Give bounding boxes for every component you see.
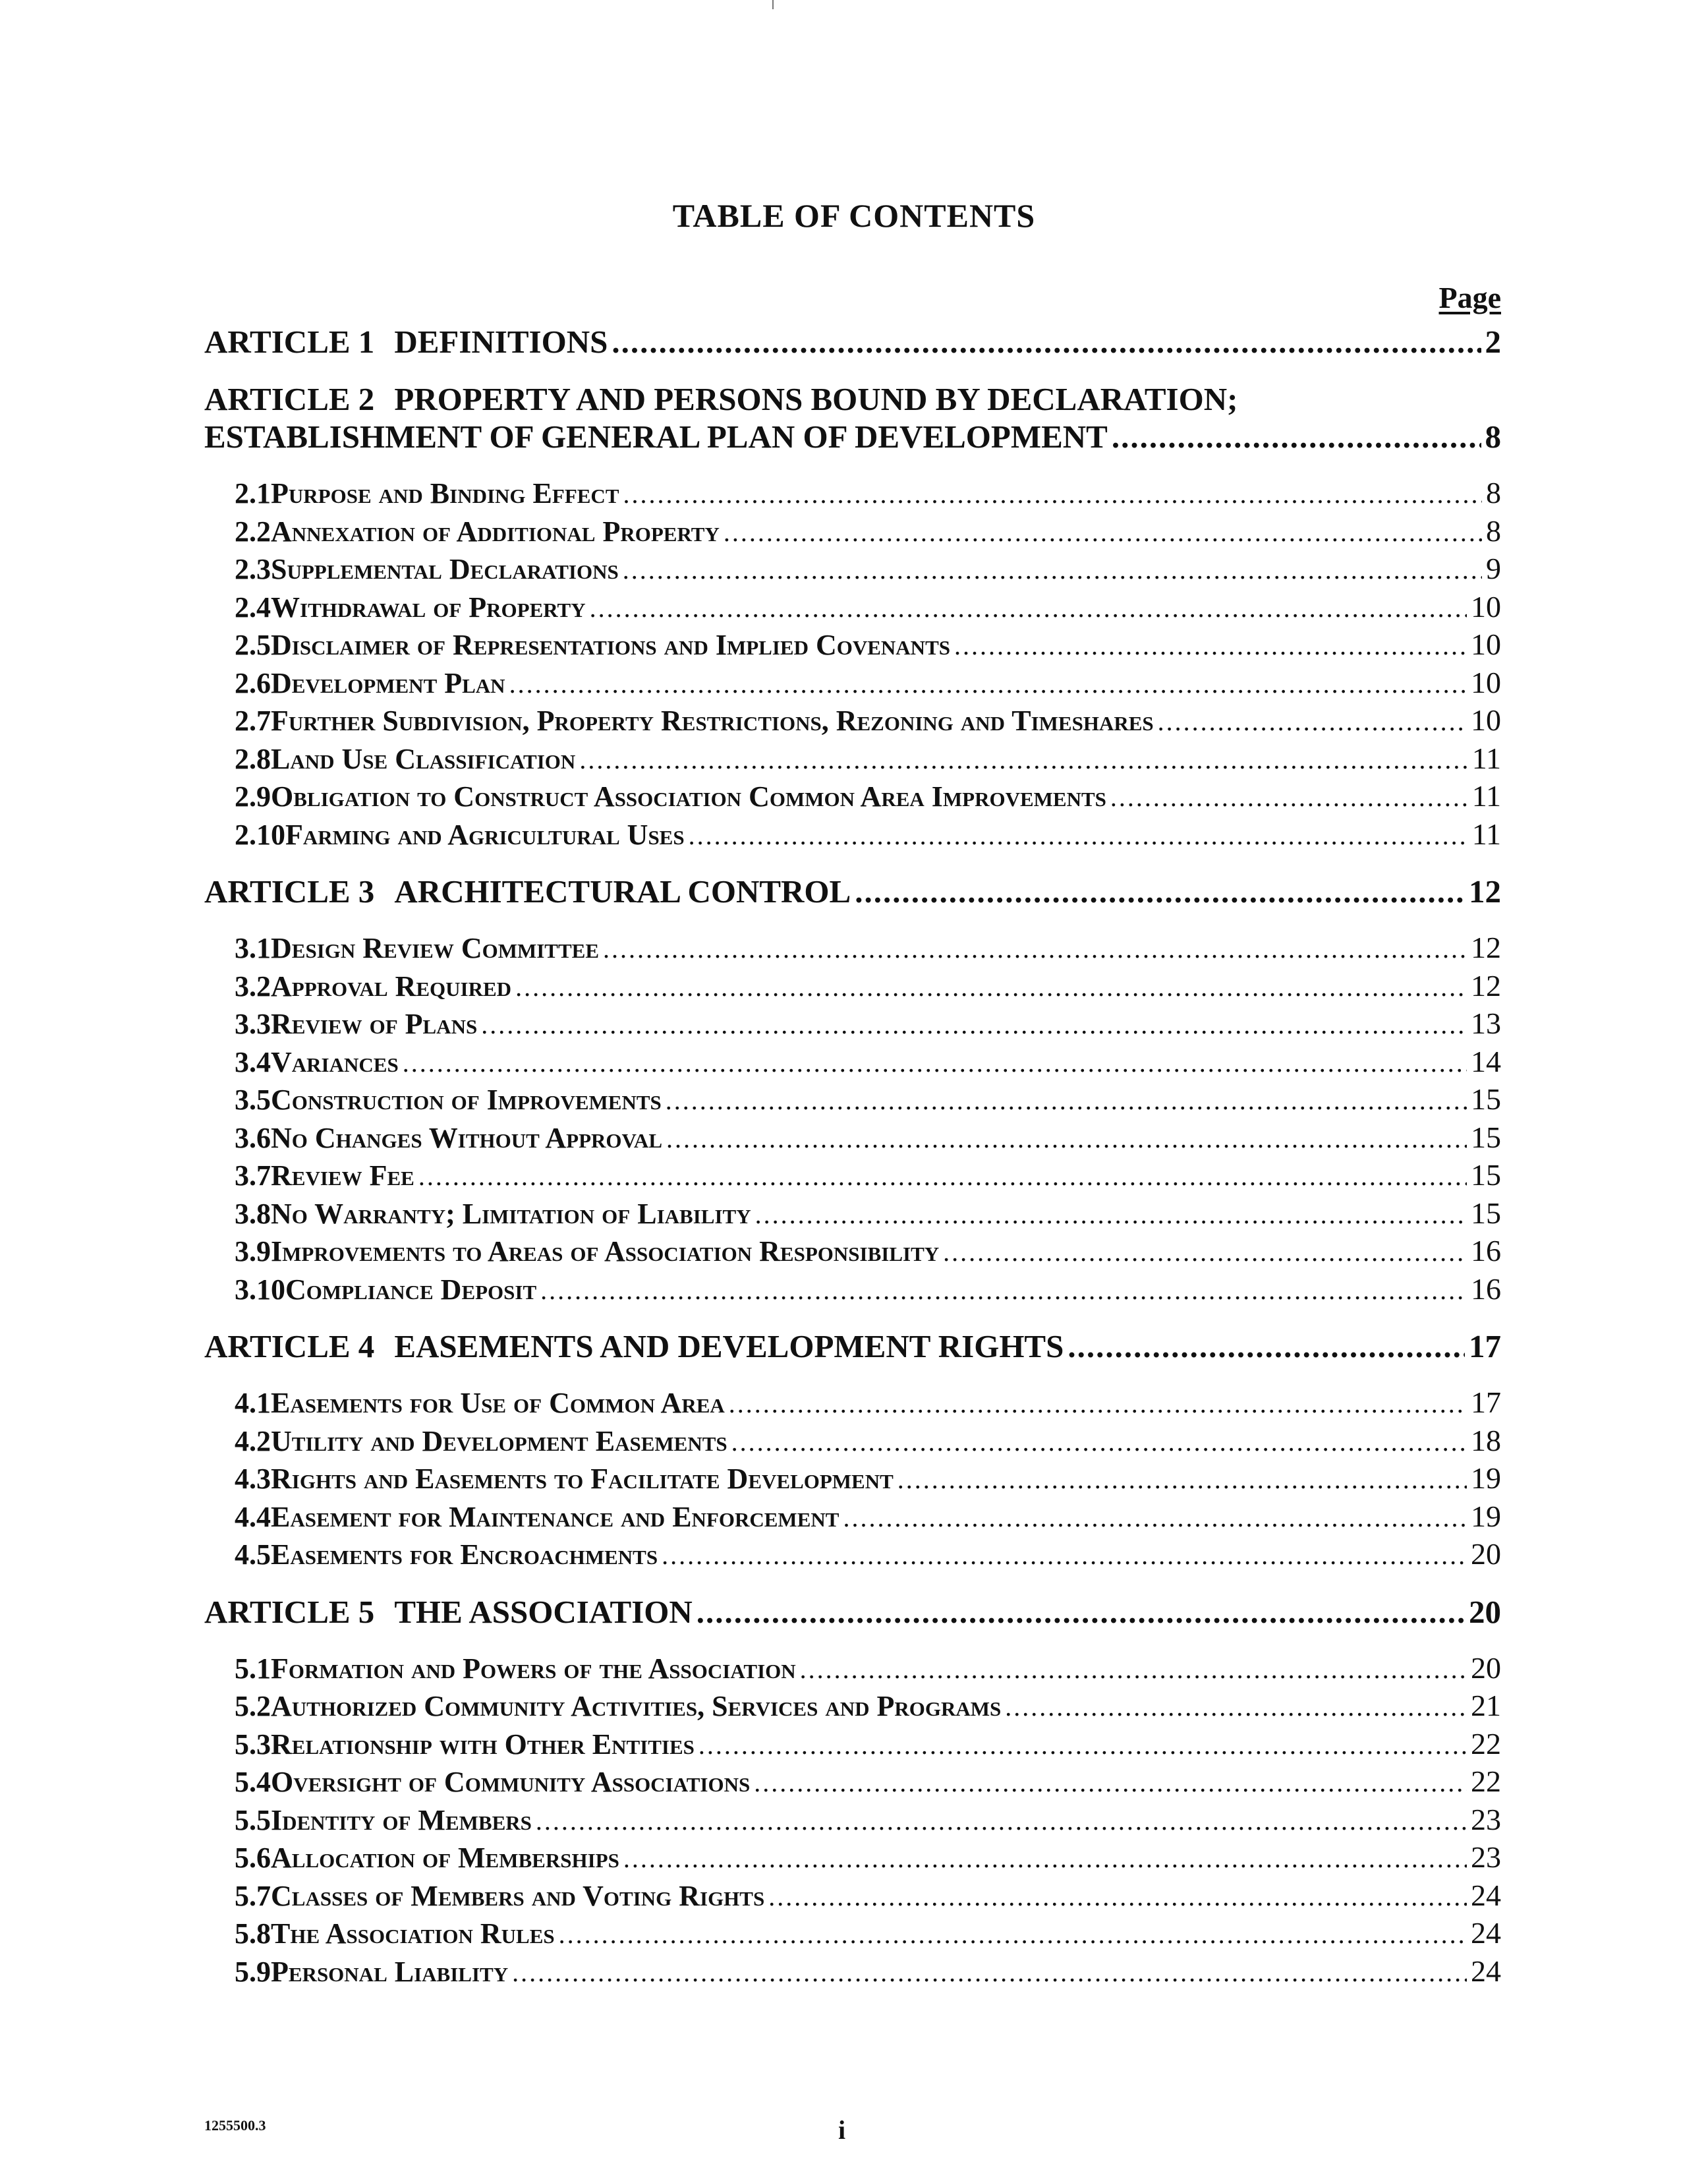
section-title: Compliance Deposit [285, 1273, 537, 1306]
toc-section-row [204, 1232, 1501, 1270]
dot-leader [1005, 1688, 1467, 1726]
dot-leader [755, 1196, 1467, 1233]
dot-leader [418, 1157, 1467, 1195]
dot-leader [623, 475, 1483, 513]
toc-article [204, 323, 1501, 361]
section-page: 21 [1471, 1689, 1501, 1722]
toc-section-row [204, 1498, 1501, 1536]
dot-leader [481, 1006, 1467, 1043]
section-page: 11 [1471, 779, 1501, 813]
toc-section-row [204, 512, 1501, 550]
toc-section-row [204, 1535, 1501, 1573]
section-page: 16 [1471, 1234, 1501, 1267]
section-page: 12 [1471, 968, 1501, 1003]
toc-section-row [204, 626, 1501, 664]
section-title: Allocation of Memberships [271, 1842, 619, 1874]
article-title: PROPERTY AND PERSONS BOUND BY DECLARATION; [394, 381, 1238, 417]
dot-leader [403, 1044, 1467, 1082]
dot-leader [843, 1499, 1467, 1536]
article-number: ARTICLE 5 [204, 1593, 375, 1630]
section-number: 4.2 [235, 1424, 271, 1457]
section-page: 15 [1471, 1082, 1501, 1116]
section-title: Land Use Classification [271, 742, 576, 775]
section-title: Authorized Community Activities, Services and Programs [271, 1690, 1002, 1722]
section-page: 13 [1471, 1006, 1501, 1040]
section-page: 24 [1471, 1916, 1501, 1950]
section-title: Purpose and Binding Effect [271, 477, 619, 509]
section-page: 14 [1471, 1044, 1501, 1078]
toc-section-row [204, 1838, 1501, 1877]
toc-section-row [204, 1952, 1501, 1991]
section-page: 12 [1471, 931, 1501, 964]
section-title: Construction of Improvements [271, 1084, 662, 1116]
section-number: 4.5 [235, 1538, 271, 1571]
document-id: 1255500.3 [204, 2117, 266, 2134]
article-title: DEFINITIONS [394, 324, 608, 360]
dot-leader [509, 665, 1467, 703]
article-title: THE ASSOCIATION [394, 1593, 693, 1630]
dot-leader [698, 1726, 1467, 1764]
dot-leader [943, 1233, 1467, 1271]
section-page: 22 [1471, 1764, 1501, 1798]
page-column-header: Page [1438, 281, 1501, 314]
dot-leader [724, 513, 1482, 551]
toc-section-row [204, 1877, 1501, 1915]
section-title: Approval Required [271, 970, 512, 1003]
dot-leader [800, 1650, 1467, 1688]
article-page: 2 [1485, 324, 1501, 360]
section-page: 15 [1471, 1158, 1501, 1192]
toc-section-row [204, 1725, 1501, 1763]
section-list [204, 929, 1501, 1308]
article-page: 8 [1485, 419, 1501, 455]
toc-section-row [204, 1762, 1501, 1801]
section-title: Farming and Agricultural Uses [285, 818, 685, 851]
section-page: 10 [1471, 627, 1501, 661]
section-list [204, 1383, 1501, 1573]
toc-section-row [204, 740, 1501, 778]
section-page: 20 [1471, 1650, 1501, 1685]
section-page: 22 [1471, 1726, 1501, 1761]
section-number: 5.4 [235, 1766, 271, 1798]
dot-leader [697, 1593, 1465, 1631]
section-number: 2.9 [235, 780, 271, 813]
section-title: Oversight of Community Associations [271, 1766, 751, 1798]
toc-section-row [204, 1459, 1501, 1498]
toc-section-row [204, 1649, 1501, 1687]
dot-leader [590, 589, 1467, 627]
section-page: 23 [1471, 1802, 1501, 1836]
section-page: 10 [1471, 589, 1501, 624]
dot-leader [536, 1802, 1467, 1840]
dot-leader [603, 930, 1467, 968]
article-heading-line [204, 873, 1501, 910]
section-number: 5.3 [235, 1728, 271, 1761]
section-title: Easements for Encroachments [271, 1538, 658, 1571]
table-of-contents [204, 323, 1501, 1990]
dot-leader [559, 1915, 1467, 1953]
section-title: Disclaimer of Representations and Implied Covenants [271, 629, 950, 661]
toc-section-row [204, 1080, 1501, 1119]
section-page: 17 [1471, 1385, 1501, 1419]
toc-section-row [204, 1801, 1501, 1839]
dot-leader [731, 1423, 1467, 1461]
section-number: 4.1 [235, 1387, 271, 1419]
section-number: 5.8 [235, 1917, 271, 1950]
section-page: 8 [1486, 476, 1501, 509]
dot-leader [623, 551, 1482, 589]
section-number: 2.10 [235, 818, 285, 851]
section-title: No Warranty; Limitation of Liability [271, 1197, 751, 1230]
section-number: 5.5 [235, 1803, 271, 1836]
section-page: 9 [1486, 552, 1501, 585]
section-page: 10 [1471, 665, 1501, 699]
article-heading-line [204, 418, 1501, 455]
section-title: Easements for Use of Common Area [271, 1387, 725, 1419]
dot-leader [729, 1385, 1467, 1422]
toc-section-row [204, 1687, 1501, 1725]
dot-leader [666, 1082, 1467, 1119]
section-title: Review of Plans [271, 1008, 478, 1040]
toc-section-row [204, 1156, 1501, 1194]
section-number: 2.7 [235, 705, 271, 737]
section-number: 2.5 [235, 629, 271, 661]
article-page: 20 [1469, 1593, 1501, 1630]
toc-article [204, 873, 1501, 1308]
toc-section-row [204, 1383, 1501, 1422]
dot-leader [768, 1878, 1467, 1915]
section-title: Development Plan [271, 666, 505, 699]
section-title: Design Review Committee [271, 932, 600, 964]
dot-leader [662, 1536, 1467, 1574]
section-page: 23 [1471, 1840, 1501, 1874]
toc-section-row [204, 1043, 1501, 1081]
article-heading-line [204, 323, 1501, 361]
section-title: Improvements to Areas of Association Responsibility [271, 1235, 940, 1267]
article-page: 17 [1469, 1328, 1501, 1364]
dot-leader [512, 1954, 1467, 1991]
section-number: 4.4 [235, 1500, 271, 1533]
article-heading-line [204, 380, 1501, 418]
article-heading-line [204, 1593, 1501, 1631]
toc-section-row [204, 1914, 1501, 1952]
dot-leader [855, 873, 1465, 910]
toc-section-row [204, 815, 1501, 854]
section-title: Personal Liability [271, 1955, 509, 1988]
dot-leader [666, 1120, 1467, 1157]
section-number: 3.4 [235, 1045, 271, 1078]
page-number: i [838, 2115, 846, 2145]
section-title: Review Fee [271, 1159, 414, 1192]
section-title: Identity of Members [271, 1803, 532, 1836]
dot-leader [540, 1271, 1467, 1309]
article-page: 12 [1469, 873, 1501, 910]
article-title: EASEMENTS AND DEVELOPMENT RIGHTS [394, 1328, 1064, 1364]
section-number: 2.4 [235, 591, 271, 624]
toc-section-row [204, 929, 1501, 967]
toc-article [204, 1327, 1501, 1573]
section-number: 4.3 [235, 1463, 271, 1495]
section-number: 3.5 [235, 1084, 271, 1116]
toc-section-row [204, 550, 1501, 588]
dot-leader [623, 1840, 1467, 1877]
section-number: 3.2 [235, 970, 271, 1003]
section-number: 5.6 [235, 1842, 271, 1874]
toc-section-row [204, 474, 1501, 512]
dot-leader [579, 741, 1467, 778]
dot-leader [1112, 418, 1481, 455]
section-list [204, 474, 1501, 853]
section-title: Withdrawal of Property [271, 591, 586, 624]
section-page: 11 [1471, 741, 1501, 775]
toc-article [204, 1593, 1501, 1991]
section-title: Variances [271, 1045, 399, 1078]
section-page: 10 [1471, 703, 1501, 737]
section-title: Supplemental Declarations [271, 553, 619, 585]
toc-section-row [204, 1422, 1501, 1460]
page-title: TABLE OF CONTENTS [672, 197, 1036, 234]
section-number: 3.10 [235, 1273, 285, 1306]
toc-section-row [204, 967, 1501, 1005]
toc-section-row [204, 701, 1501, 740]
article-heading-line [204, 1327, 1501, 1365]
dot-leader [515, 968, 1467, 1006]
section-number: 3.8 [235, 1197, 271, 1230]
section-number: 3.9 [235, 1235, 271, 1267]
toc-section-row [204, 1194, 1501, 1233]
dot-leader [954, 627, 1467, 664]
section-title: The Association Rules [271, 1917, 555, 1950]
section-list [204, 1649, 1501, 1991]
article-title: ARCHITECTURAL CONTROL [394, 873, 851, 910]
toc-section-row [204, 664, 1501, 702]
toc-section-row [204, 777, 1501, 815]
section-title: Easement for Maintenance and Enforcement [271, 1500, 840, 1533]
article-title: ESTABLISHMENT OF GENERAL PLAN OF DEVELOPMENT [204, 419, 1108, 455]
section-page: 20 [1471, 1537, 1501, 1571]
section-title: Utility and Development Easements [271, 1424, 727, 1457]
section-page: 15 [1471, 1196, 1501, 1230]
section-title: Rights and Easements to Facilitate Development [271, 1463, 894, 1495]
section-page: 16 [1471, 1271, 1501, 1306]
section-number: 2.3 [235, 553, 271, 585]
toc-section-row [204, 1270, 1501, 1308]
section-page: 11 [1471, 817, 1501, 851]
section-number: 3.3 [235, 1008, 271, 1040]
section-number: 3.6 [235, 1121, 271, 1154]
section-page: 15 [1471, 1120, 1501, 1154]
toc-section-row [204, 588, 1501, 626]
dot-leader [1110, 778, 1468, 816]
section-number: 2.1 [235, 477, 271, 509]
dot-leader [612, 323, 1481, 361]
section-page: 19 [1471, 1499, 1501, 1533]
section-number: 5.7 [235, 1879, 271, 1912]
section-title: Annexation of Additional Property [271, 515, 720, 548]
section-number: 5.1 [235, 1652, 271, 1685]
article-number: ARTICLE 1 [204, 324, 375, 360]
section-page: 8 [1486, 513, 1501, 548]
article-number: ARTICLE 2 [204, 381, 375, 417]
section-title: Obligation to Construct Association Common Area Improvements [271, 780, 1106, 813]
article-number: ARTICLE 4 [204, 1328, 375, 1364]
section-number: 2.6 [235, 666, 271, 699]
section-title: Further Subdivision, Property Restrictions, Rezoning and Timeshares [271, 705, 1154, 737]
toc-section-row [204, 1004, 1501, 1043]
section-number: 3.1 [235, 932, 271, 964]
toc-section-row [204, 1119, 1501, 1157]
dot-leader [689, 817, 1468, 854]
dot-leader [897, 1461, 1467, 1498]
section-number: 2.2 [235, 515, 271, 548]
section-number: 5.2 [235, 1690, 271, 1722]
article-number: ARTICLE 3 [204, 873, 375, 910]
dot-leader [754, 1764, 1467, 1801]
section-title: Classes of Members and Voting Rights [271, 1879, 765, 1912]
section-page: 18 [1471, 1423, 1501, 1457]
dot-leader [1068, 1327, 1465, 1365]
scan-mark [772, 0, 774, 9]
section-title: Formation and Powers of the Association [271, 1652, 796, 1685]
section-title: No Changes Without Approval [271, 1121, 662, 1154]
section-page: 19 [1471, 1461, 1501, 1495]
section-title: Relationship with Other Entities [271, 1728, 695, 1761]
toc-article [204, 380, 1501, 853]
section-page: 24 [1471, 1878, 1501, 1912]
dot-leader [1158, 703, 1467, 740]
section-number: 3.7 [235, 1159, 271, 1192]
section-number: 2.8 [235, 742, 271, 775]
section-number: 5.9 [235, 1955, 271, 1988]
section-page: 24 [1471, 1954, 1501, 1988]
